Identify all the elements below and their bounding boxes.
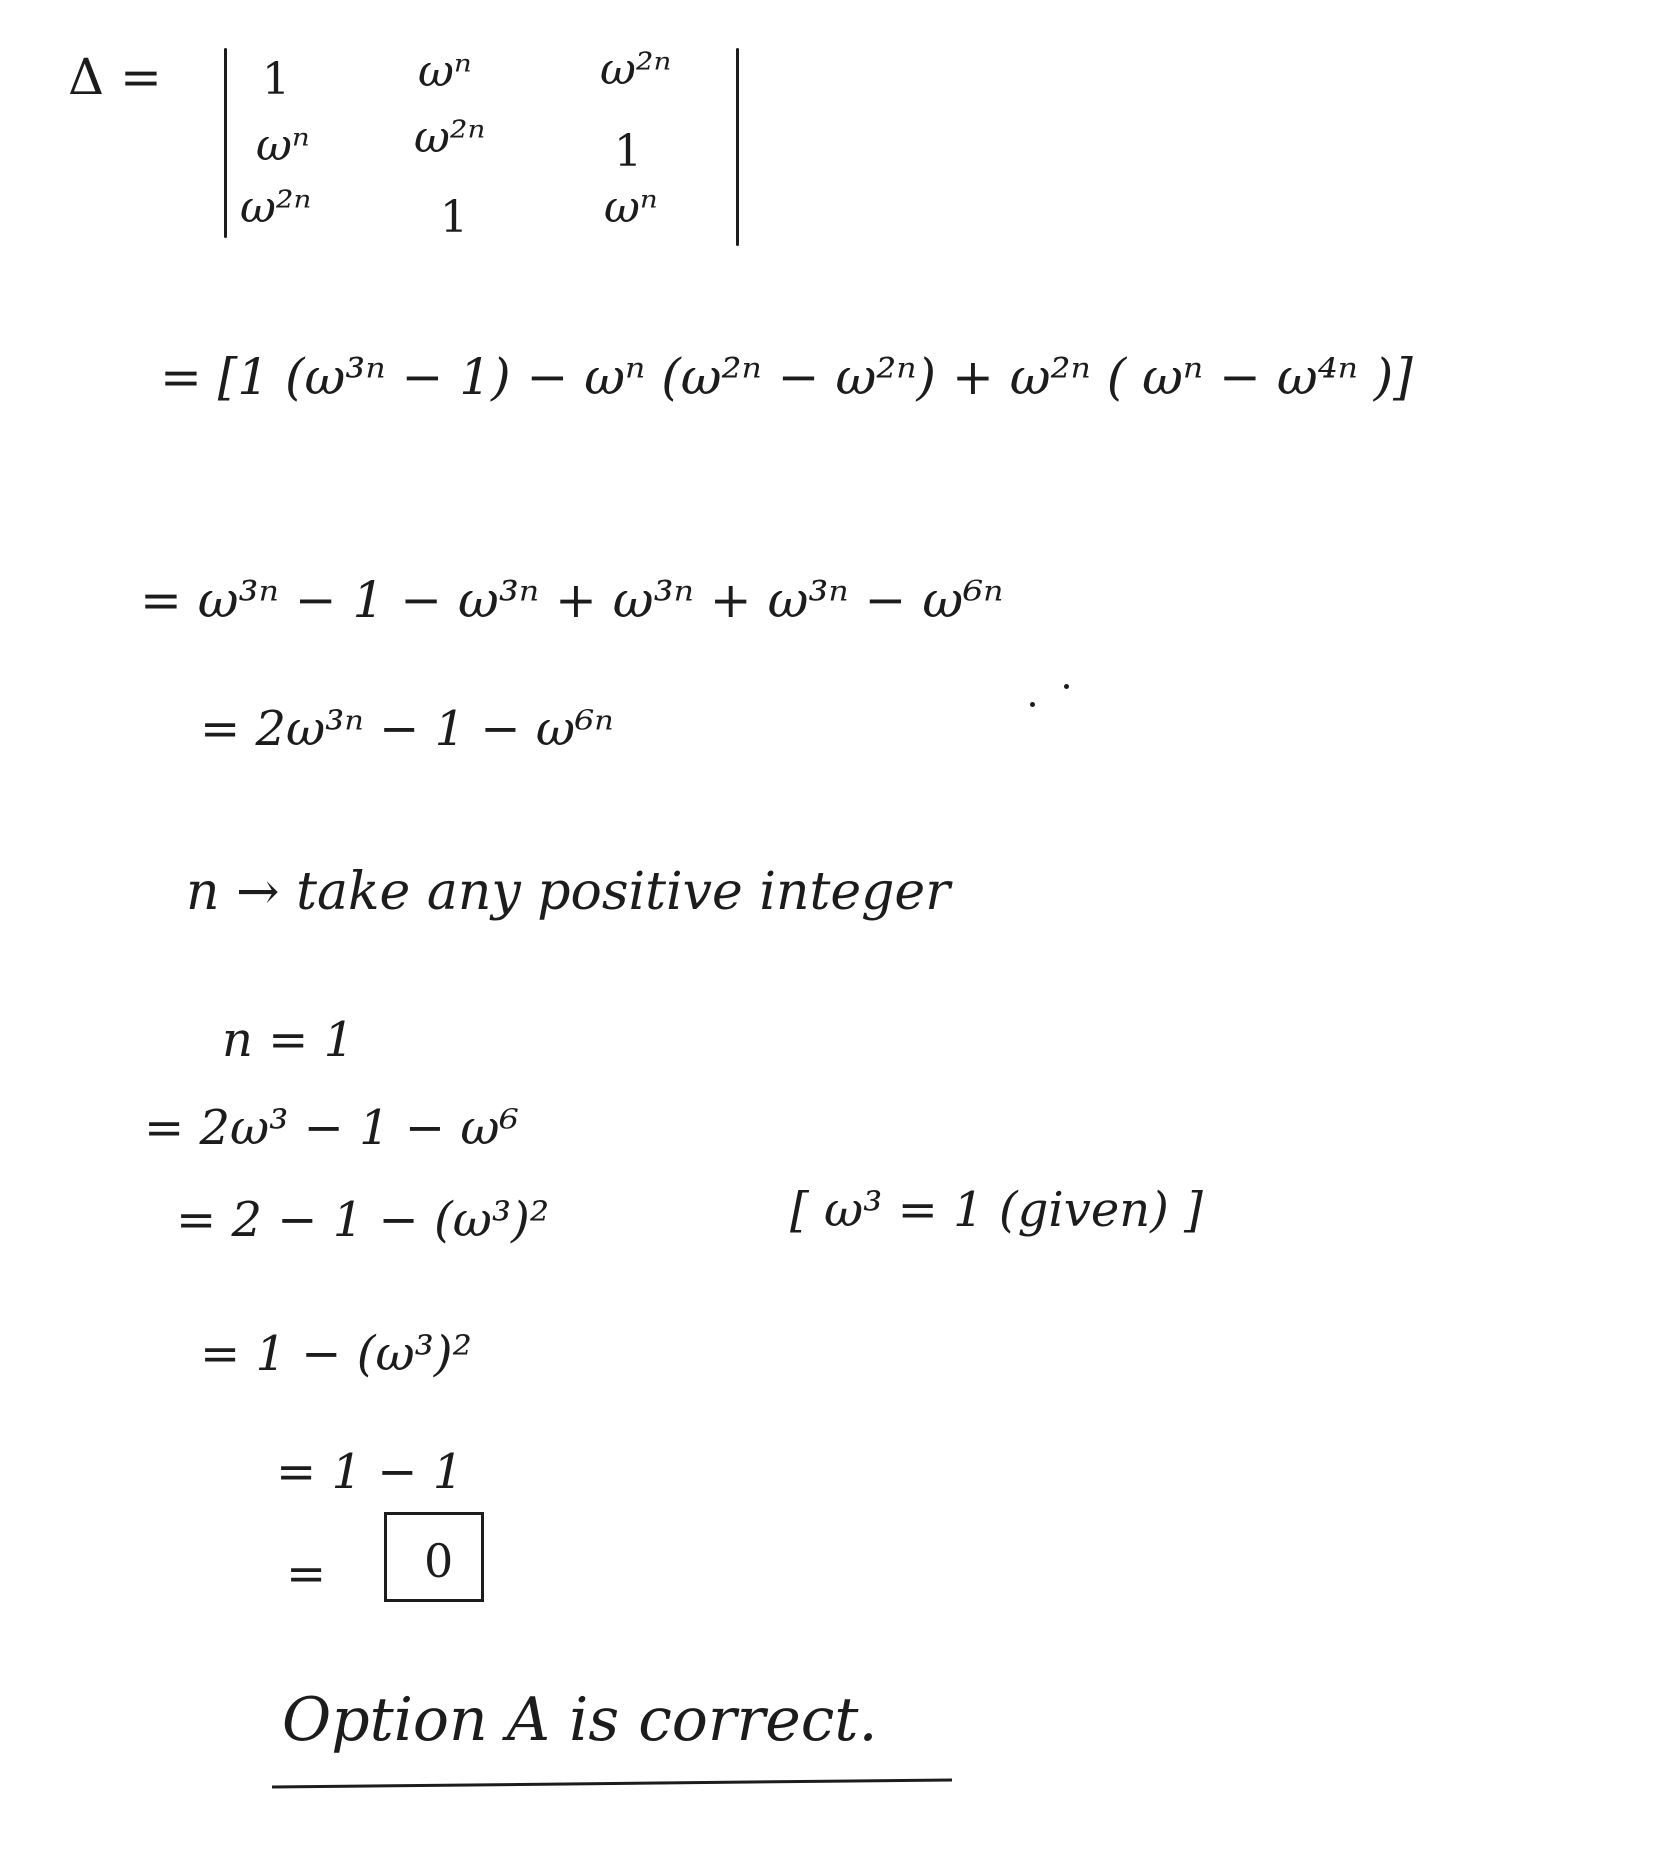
det-cell-r2c2: ω²ⁿ: [414, 112, 486, 163]
conclusion-text: Option A is correct.: [282, 1685, 878, 1755]
det-cell-r3c3: ωⁿ: [604, 182, 658, 233]
given-condition: [ ω³ = 1 (given) ]: [790, 1182, 1203, 1238]
det-cell-r3c2: 1: [440, 192, 468, 243]
substitution-step-4: = 1 − 1: [276, 1444, 464, 1500]
substitution-step-1: = 2ω³ − 1 − ω⁶: [144, 1100, 519, 1156]
det-cell-r1c1: 1: [262, 54, 290, 105]
det-cell-r1c2: ωⁿ: [418, 46, 472, 97]
expanded-terms-step: = ω³ⁿ − 1 − ω³ⁿ + ω³ⁿ + ω³ⁿ − ω⁶ⁿ: [140, 571, 1004, 629]
boxed-answer-value: 0: [424, 1534, 454, 1588]
det-cell-r1c3: ω²ⁿ: [600, 44, 672, 95]
note-positive-integer: n → take any positive integer: [186, 862, 951, 922]
substitution-step-3: = 1 − (ω³)²: [200, 1326, 472, 1382]
determinant-left-bar: [224, 48, 227, 238]
stray-dot: [1030, 702, 1035, 707]
stray-dot: [1064, 684, 1069, 689]
result-equals-sign: =: [286, 1546, 327, 1602]
expansion-step: = [1 (ω³ⁿ − 1) − ωⁿ (ω²ⁿ − ω²ⁿ) + ω²ⁿ ( ωⁿ − ω⁴ⁿ )]: [160, 348, 1413, 406]
determinant-right-bar: [736, 48, 739, 246]
substitution-step-2: = 2 − 1 − (ω³)²: [176, 1192, 550, 1248]
det-cell-r2c1: ωⁿ: [256, 120, 310, 171]
det-cell-r2c3: 1: [614, 126, 642, 177]
n-value: n = 1: [222, 1012, 355, 1068]
conclusion-underline: [272, 1778, 952, 1788]
det-cell-r3c1: ω²ⁿ: [240, 182, 312, 233]
simplified-step: = 2ω³ⁿ − 1 − ω⁶ⁿ: [200, 701, 614, 757]
delta-symbol: Δ =: [68, 48, 162, 106]
